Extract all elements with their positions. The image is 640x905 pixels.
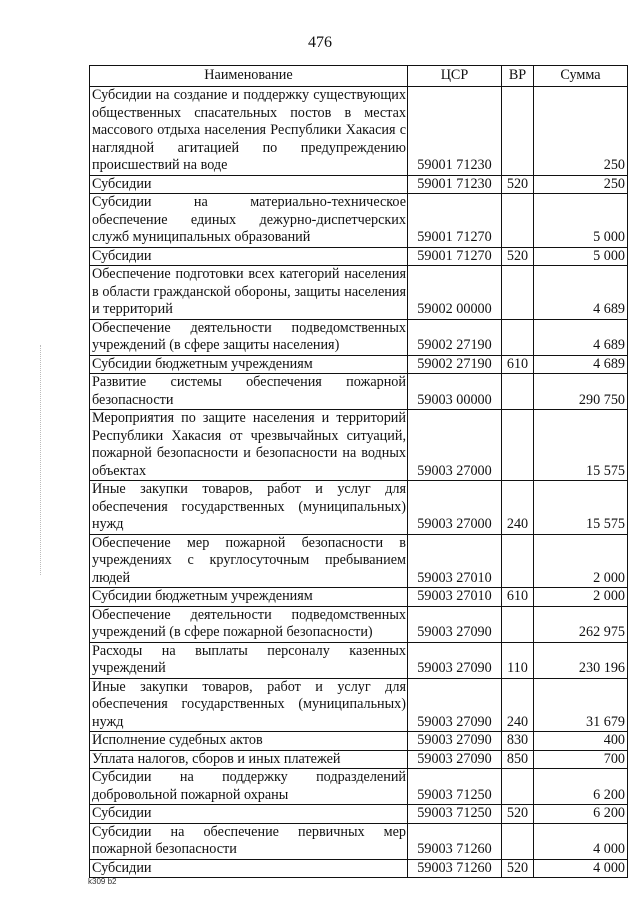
cell-name: Субсидии бюджетным учреждениям: [90, 588, 408, 607]
cell-vr: 610: [502, 355, 534, 374]
table-row: [90, 194, 628, 248]
cell-vr: [502, 606, 534, 642]
cell-name: Субсидии: [90, 247, 408, 266]
cell-sum: 400: [534, 732, 628, 751]
header-sum: Сумма: [534, 66, 628, 87]
cell-vr: 610: [502, 588, 534, 607]
table-row: [90, 769, 628, 805]
cell-vr: [502, 410, 534, 481]
cell-csr: 59001 71230: [408, 87, 502, 176]
table-row: [90, 750, 628, 769]
cell-vr: 240: [502, 678, 534, 732]
cell-csr: 59001 71270: [408, 194, 502, 248]
cell-name: Обеспечение деятельности подведомственных учреждений (в сфере защиты населения): [90, 319, 408, 355]
cell-csr: 59003 27010: [408, 534, 502, 588]
cell-sum: 4 689: [534, 355, 628, 374]
cell-name: Субсидии на материально-техническое обеспечение единых дежурно-диспетчерских служб муниципальных образований: [90, 194, 408, 248]
cell-name: Уплата налогов, сборов и иных платежей: [90, 750, 408, 769]
cell-vr: 240: [502, 481, 534, 535]
cell-sum: 262 975: [534, 606, 628, 642]
table-row: [90, 732, 628, 751]
cell-csr: 59001 71230: [408, 175, 502, 194]
table-header-row: [90, 66, 628, 87]
cell-vr: 520: [502, 175, 534, 194]
table-row: [90, 642, 628, 678]
cell-vr: [502, 194, 534, 248]
cell-sum: 15 575: [534, 481, 628, 535]
table-row: [90, 355, 628, 374]
table-row: [90, 606, 628, 642]
cell-sum: 2 000: [534, 534, 628, 588]
cell-vr: [502, 266, 534, 320]
table-row: [90, 175, 628, 194]
header-vr: ВР: [502, 66, 534, 87]
cell-sum: 250: [534, 175, 628, 194]
table-row: [90, 410, 628, 481]
cell-vr: 830: [502, 732, 534, 751]
cell-vr: [502, 534, 534, 588]
cell-csr: 59003 27090: [408, 642, 502, 678]
margin-dotted-line: [40, 345, 42, 575]
cell-name: Иные закупки товаров, работ и услуг для обеспечения государственных (муниципальных) нужд: [90, 678, 408, 732]
cell-csr: 59002 27190: [408, 355, 502, 374]
page-number: 476: [308, 34, 332, 51]
cell-vr: 110: [502, 642, 534, 678]
cell-name: Субсидии на поддержку подразделений добровольной пожарной охраны: [90, 769, 408, 805]
cell-csr: 59003 27090: [408, 750, 502, 769]
cell-name: Субсидии бюджетным учреждениям: [90, 355, 408, 374]
cell-sum: 5 000: [534, 247, 628, 266]
table-row: [90, 534, 628, 588]
cell-vr: [502, 769, 534, 805]
cell-csr: 59003 27010: [408, 588, 502, 607]
cell-sum: 4 000: [534, 859, 628, 878]
table-row: [90, 87, 628, 176]
cell-sum: 31 679: [534, 678, 628, 732]
table-row: [90, 823, 628, 859]
table-body: [90, 87, 628, 878]
cell-sum: 4 689: [534, 319, 628, 355]
cell-csr: 59003 71250: [408, 805, 502, 824]
cell-vr: [502, 374, 534, 410]
cell-sum: 6 200: [534, 805, 628, 824]
cell-csr: 59003 71260: [408, 823, 502, 859]
cell-csr: 59002 00000: [408, 266, 502, 320]
cell-vr: 520: [502, 859, 534, 878]
cell-vr: [502, 823, 534, 859]
cell-vr: [502, 319, 534, 355]
cell-name: Обеспечение мер пожарной безопасности в учреждениях с круглосуточным пребыванием людей: [90, 534, 408, 588]
cell-vr: 520: [502, 805, 534, 824]
cell-csr: 59003 27090: [408, 678, 502, 732]
cell-csr: 59003 27090: [408, 606, 502, 642]
cell-sum: 230 196: [534, 642, 628, 678]
table-row: [90, 859, 628, 878]
table-row: [90, 266, 628, 320]
cell-vr: [502, 87, 534, 176]
cell-name: Мероприятия по защите населения и территорий Республики Хакасия от чрезвычайных ситуаций, пожарной безопасности и безопасности на водных объектах: [90, 410, 408, 481]
table-row: [90, 319, 628, 355]
cell-name: Субсидии на создание и поддержку существующих общественных спасательных постов в местах массового отдыха населения Республики Хакасия с наглядной агитацией по предупреждению происшествий на воде: [90, 87, 408, 176]
table-row: [90, 374, 628, 410]
cell-vr: 520: [502, 247, 534, 266]
cell-sum: 5 000: [534, 194, 628, 248]
cell-name: Субсидии на обеспечение первичных мер пожарной безопасности: [90, 823, 408, 859]
cell-name: Обеспечение деятельности подведомственных учреждений (в сфере пожарной безопасности): [90, 606, 408, 642]
cell-name: Исполнение судебных актов: [90, 732, 408, 751]
cell-sum: 290 750: [534, 374, 628, 410]
cell-csr: 59002 27190: [408, 319, 502, 355]
cell-csr: 59003 27000: [408, 481, 502, 535]
cell-name: Субсидии: [90, 175, 408, 194]
table-row: [90, 481, 628, 535]
table-row: [90, 247, 628, 266]
table-row: [90, 805, 628, 824]
cell-name: Развитие системы обеспечения пожарной безопасности: [90, 374, 408, 410]
cell-sum: 4 000: [534, 823, 628, 859]
cell-csr: 59003 71250: [408, 769, 502, 805]
cell-sum: 15 575: [534, 410, 628, 481]
table-row: [90, 678, 628, 732]
cell-csr: 59003 27000: [408, 410, 502, 481]
header-name: Наименование: [90, 66, 408, 87]
cell-csr: 59001 71270: [408, 247, 502, 266]
cell-name: Субсидии: [90, 859, 408, 878]
table-row: [90, 588, 628, 607]
cell-sum: 700: [534, 750, 628, 769]
cell-csr: 59003 00000: [408, 374, 502, 410]
cell-sum: 2 000: [534, 588, 628, 607]
cell-sum: 6 200: [534, 769, 628, 805]
cell-name: Иные закупки товаров, работ и услуг для обеспечения государственных (муниципальных) нужд: [90, 481, 408, 535]
cell-csr: 59003 71260: [408, 859, 502, 878]
cell-sum: 4 689: [534, 266, 628, 320]
cell-vr: 850: [502, 750, 534, 769]
footer-mark: k309 b2: [88, 877, 117, 886]
cell-csr: 59003 27090: [408, 732, 502, 751]
cell-sum: 250: [534, 87, 628, 176]
cell-name: Расходы на выплаты персоналу казенных учреждений: [90, 642, 408, 678]
cell-name: Субсидии: [90, 805, 408, 824]
budget-table: [89, 65, 628, 878]
cell-name: Обеспечение подготовки всех категорий населения в области гражданской обороны, защиты населения и территорий: [90, 266, 408, 320]
header-csr: ЦСР: [408, 66, 502, 87]
